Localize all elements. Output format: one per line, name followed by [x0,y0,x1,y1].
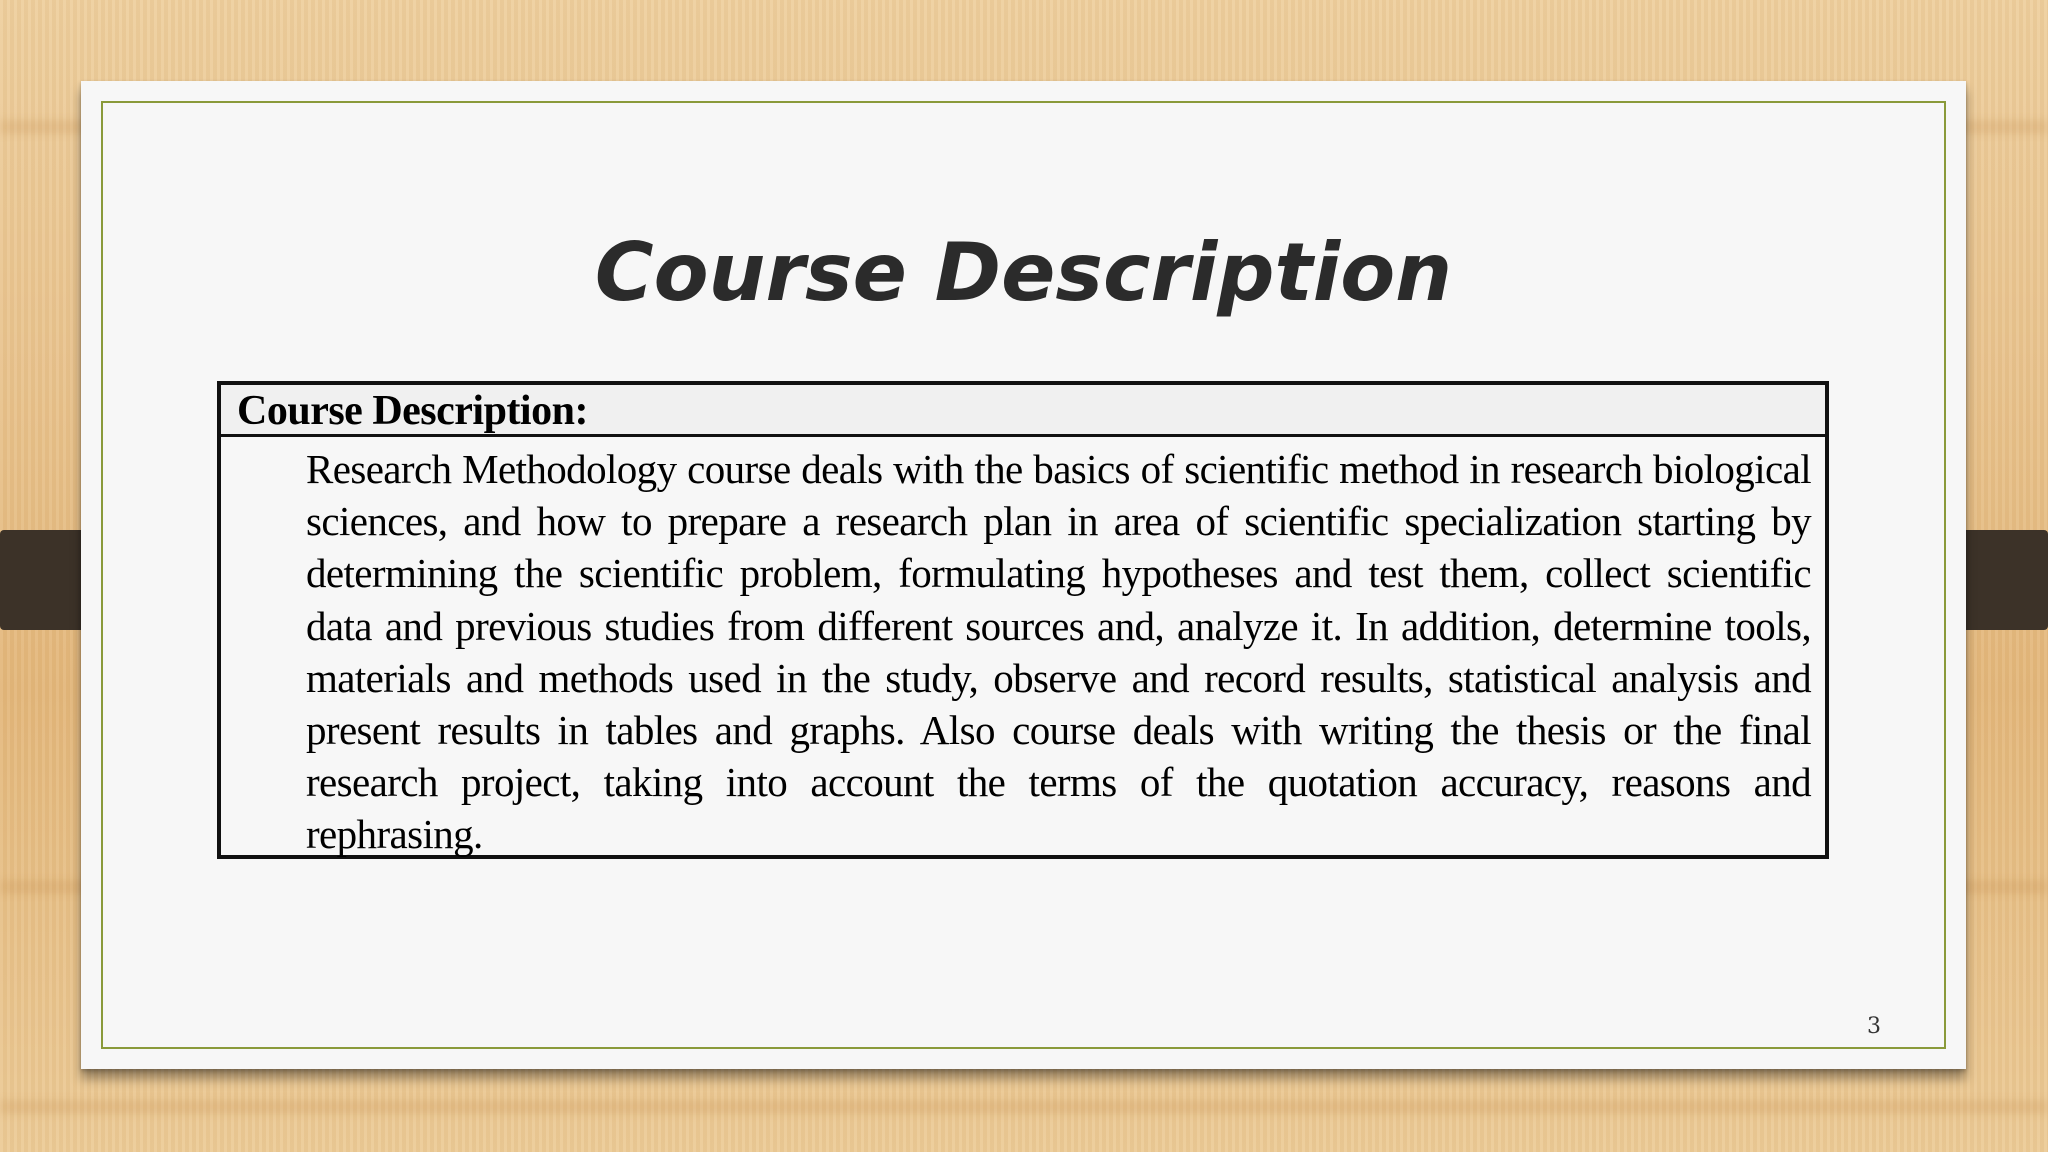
table-body-text: Research Methodology course deals with the basics of scientific method in research biological sciences, and how to prepare a research plan in area of scientific specialization starting by determining the scientific problem, formulating hypotheses and test them, collect scientific data and previous studies from different sources and, analyze it. In addition, determine tools, materials and methods used in the study, observe and record results, statistical analysis and present results in tables and graphs. Also course deals with writing the thesis or the final research project, taking into account the terms of the quotation accuracy, reasons and rephrasing. [306,446,1811,858]
page-number: 3 [1867,1014,1881,1039]
slide-title: Course Description [594,226,1453,319]
course-description-table [217,381,1829,859]
wood-grain [0,1100,2048,1114]
slide-panel [81,81,1966,1069]
table-header: Course Description: [221,385,1825,437]
